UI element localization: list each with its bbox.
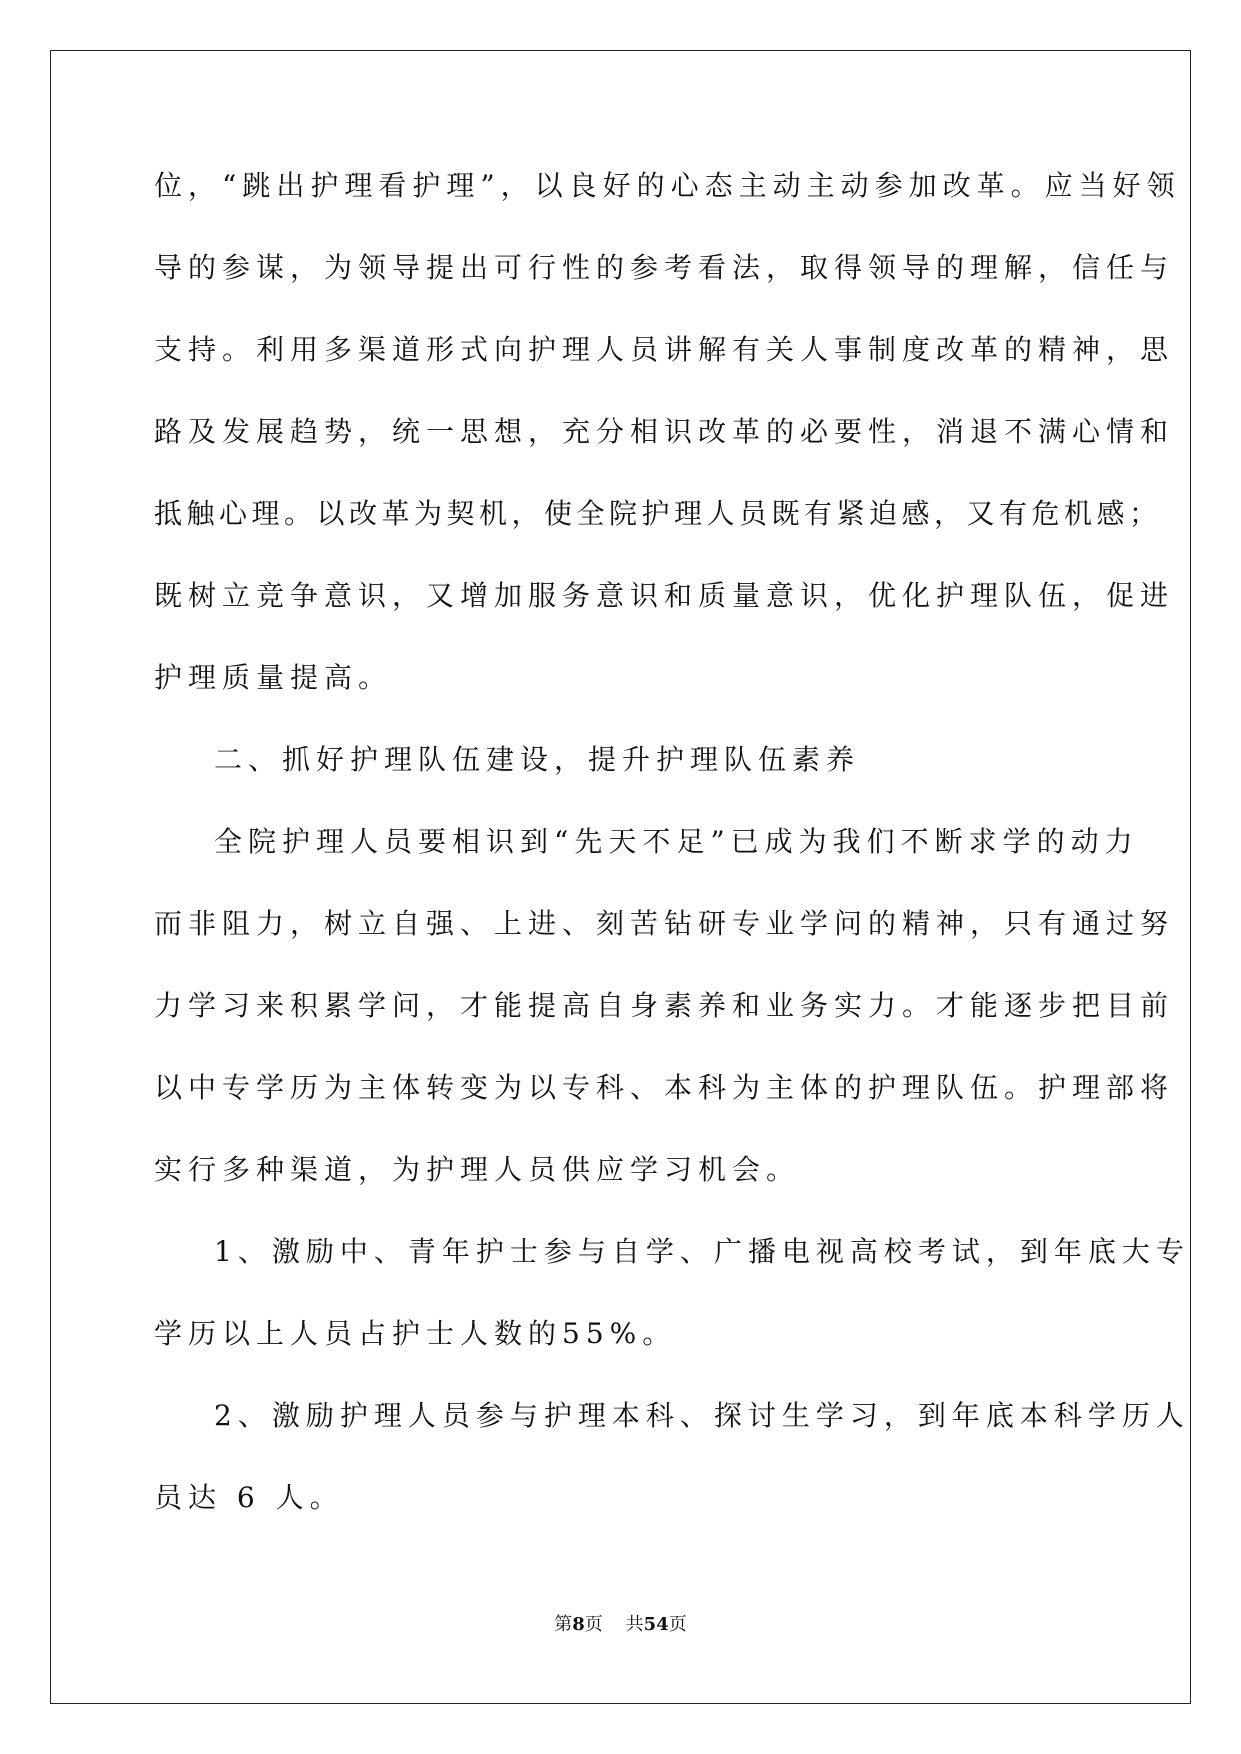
text-line: 护理质量提高。 [154,661,393,694]
text-line: 实行多种渠道，为护理人员供应学习机会。 [154,1153,801,1186]
total-pages: 54 [643,1614,669,1635]
text-line: 学历以上人员占护士人数的55%。 [154,1317,677,1350]
text-line: 既树立竞争意识，又增加服务意识和质量意识，优化护理队伍，促进 [154,579,1175,612]
text-line: 力学习来积累学问，才能提高自身素养和业务实力。才能逐步把目前 [154,989,1175,1022]
text-line: 以中专学历为主体转变为以专科、本科为主体的护理队伍。护理部将 [154,1071,1175,1104]
page-suffix: 页 [584,1614,603,1635]
text-line: 抵触心理。以改革为契机，使全院护理人员既有紧迫感，又有危机感； [154,497,1162,530]
total-prefix: 共 [625,1614,644,1635]
page-footer [0,1613,1241,1637]
text-line: 全院护理人员要相识到“先天不足”已成为我们不断求学的动力 [214,825,1139,858]
document-body [154,166,1190,1560]
total-suffix: 页 [668,1614,687,1635]
section-heading: 二、抓好护理队伍建设，提升护理队伍素养 [214,743,861,776]
list-item: 1、激励中、青年护士参与自学、广播电视高校考试，到年底大专 [214,1235,1190,1268]
text-line: 位，“跳出护理看护理”，以良好的心态主动主动参加改革。应当好领 [154,169,1181,202]
page-prefix: 第 [554,1614,573,1635]
text-line: 员达 6 人。 [154,1481,344,1514]
text-line: 路及发展趋势，统一思想，充分相识改革的必要性，消退不满心情和 [154,415,1175,448]
text-line: 导的参谋，为领导提出可行性的参考看法，取得领导的理解，信任与 [154,251,1175,284]
text-line: 而非阻力，树立自强、上进、刻苦钻研专业学问的精神，只有通过努 [154,907,1175,940]
text-line: 支持。利用多渠道形式向护理人员讲解有关人事制度改革的精神，思 [154,333,1175,366]
list-item: 2、激励护理人员参与护理本科、探讨生学习，到年底本科学历人 [214,1399,1190,1432]
page-number: 8 [572,1614,585,1635]
